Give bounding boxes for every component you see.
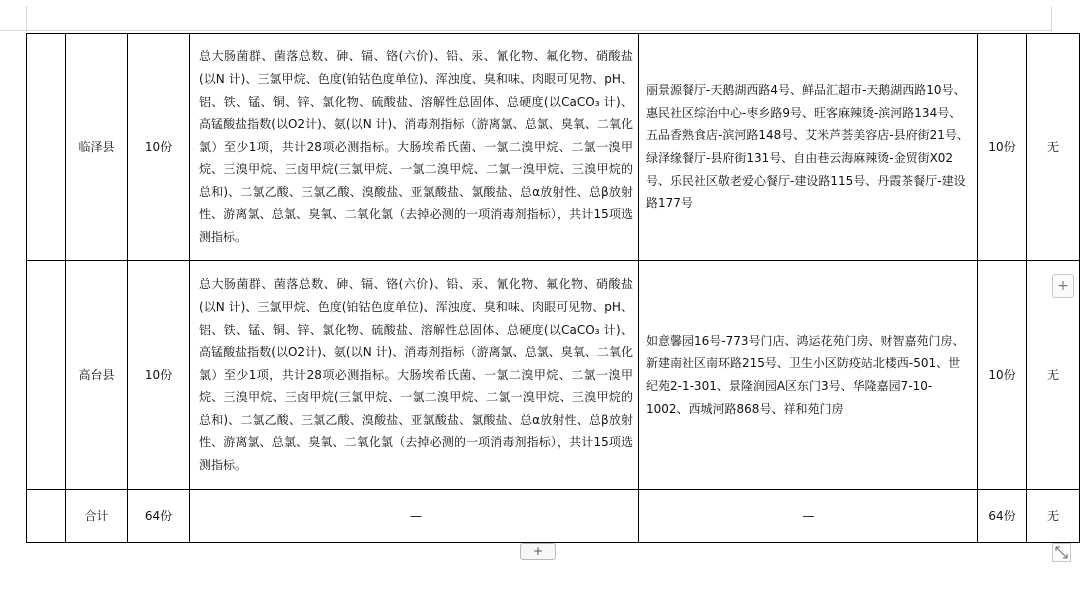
county-cell[interactable]: 高台县 <box>66 261 128 490</box>
total-sample-count-cell[interactable]: 64份 <box>128 490 190 543</box>
sample-count-cell[interactable]: 10份 <box>128 34 190 261</box>
table-row <box>27 34 1080 261</box>
test-items-cell[interactable] <box>190 34 639 261</box>
sampling-places-cell[interactable] <box>639 261 978 490</box>
sampling-places-text: 丽景源餐厅-天鹅湖西路4号、鲜品汇超市-天鹅湖西路10号、惠民社区综治中心-枣乡路9号、旺客麻辣烫-滨河路134号、五品香熟食店-滨河路148号、艾米芦荟美容店-县府街21号、绿泽缘餐厅-县府街131号、自由巷云海麻辣烫-金贸街X02号、乐民社区敬老爱心餐厅-建设路115号、丹霞茶餐厅-建设路177号 <box>646 83 969 211</box>
county-cell[interactable]: 临泽县 <box>66 34 128 261</box>
add-column-button[interactable]: + <box>1052 274 1074 298</box>
add-row-button[interactable]: + <box>520 543 556 560</box>
total-actual-count-cell[interactable]: 64份 <box>978 490 1027 543</box>
sampling-table <box>26 33 1080 543</box>
remark-cell[interactable]: 无 <box>1027 34 1080 261</box>
table-cell-blank[interactable] <box>27 490 66 543</box>
table-resize-handle[interactable] <box>1052 543 1071 562</box>
total-items-cell[interactable]: — <box>190 490 639 543</box>
total-remark-cell[interactable]: 无 <box>1027 490 1080 543</box>
test-items-text: 总大肠菌群、菌落总数、砷、镉、铬(六价)、铅、汞、氰化物、氟化物、硝酸盐(以N 计)、三氯甲烷、色度(铂钴色度单位)、浑浊度、臭和味、肉眼可见物、pH、铝、铁、锰、铜、锌、氯化物、硫酸盐、溶解性总固体、总硬度(以CaCO₃ 计)、高锰酸盐指数(以O2计)、氨(以N 计)、消毒剂指标（游离氯、总氯、臭氧、二氧化氯）至少1项，共计28项必测指标。大肠埃希氏菌、一氯二溴甲烷、二氯一溴甲烷、三溴甲烷、三卤甲烷(三氯甲烷、一氯二溴甲烷、二氯一溴甲烷、三溴甲烷的总和)、二氯乙酸、三氯乙酸、溴酸盐、亚氯酸盐、氯酸盐、总α放射性、总β放射性、游离氯、总氯、臭氧、二氧化氯（去掉必测的一项消毒剂指标），共计15项选测指标。 <box>199 49 633 245</box>
test-items-text: 总大肠菌群、菌落总数、砷、镉、铬(六价)、铅、汞、氰化物、氟化物、硝酸盐(以N 计)、三氯甲烷、色度(铂钴色度单位)、浑浊度、臭和味、肉眼可见物、pH、铝、铁、锰、铜、锌、氯化物、硫酸盐、溶解性总固体、总硬度(以CaCO₃ 计)、高锰酸盐指数(以O2计)、氨(以N 计)、消毒剂指标（游离氯、总氯、臭氧、二氧化氯）至少1项，共计28项必测指标。大肠埃希氏菌、一氯二溴甲烷、二氯一溴甲烷、三溴甲烷、三卤甲烷(三氯甲烷、一氯二溴甲烷、二氯一溴甲烷、三溴甲烷的总和)、二氯乙酸、三氯乙酸、溴酸盐、亚氯酸盐、氯酸盐、总α放射性、总β放射性、游离氯、总氯、臭氧、二氧化氯（去掉必测的一项消毒剂指标），共计15项选测指标。 <box>199 277 633 473</box>
total-places-cell[interactable]: — <box>639 490 978 543</box>
actual-count-cell[interactable]: 10份 <box>978 34 1027 261</box>
resize-arrows-icon <box>1053 544 1070 561</box>
test-items-cell[interactable] <box>190 261 639 490</box>
sample-count-cell[interactable]: 10份 <box>128 261 190 490</box>
table-cell-blank[interactable] <box>27 261 66 490</box>
sampling-places-cell[interactable] <box>639 34 978 261</box>
total-label-cell[interactable]: 合计 <box>66 490 128 543</box>
table-cell-blank[interactable] <box>27 34 66 261</box>
sampling-places-text: 如意馨园16号-773号门店、鸿运花苑门房、财智嘉苑门房、新建南社区南环路215号、卫生小区防疫站北楼西-501、世纪苑2-1-301、景隆润园A区东门3号、华隆嘉园7-10-1002、西城河路868号、祥和苑门房 <box>646 333 965 416</box>
total-row <box>27 490 1080 543</box>
page-margin-guide-top <box>0 30 1052 31</box>
table-row <box>27 261 1080 490</box>
remark-cell[interactable]: 无 <box>1027 261 1080 490</box>
page-margin-guide-left <box>26 6 27 32</box>
actual-count-cell[interactable]: 10份 <box>978 261 1027 490</box>
page-margin-guide-right <box>1051 6 1052 32</box>
